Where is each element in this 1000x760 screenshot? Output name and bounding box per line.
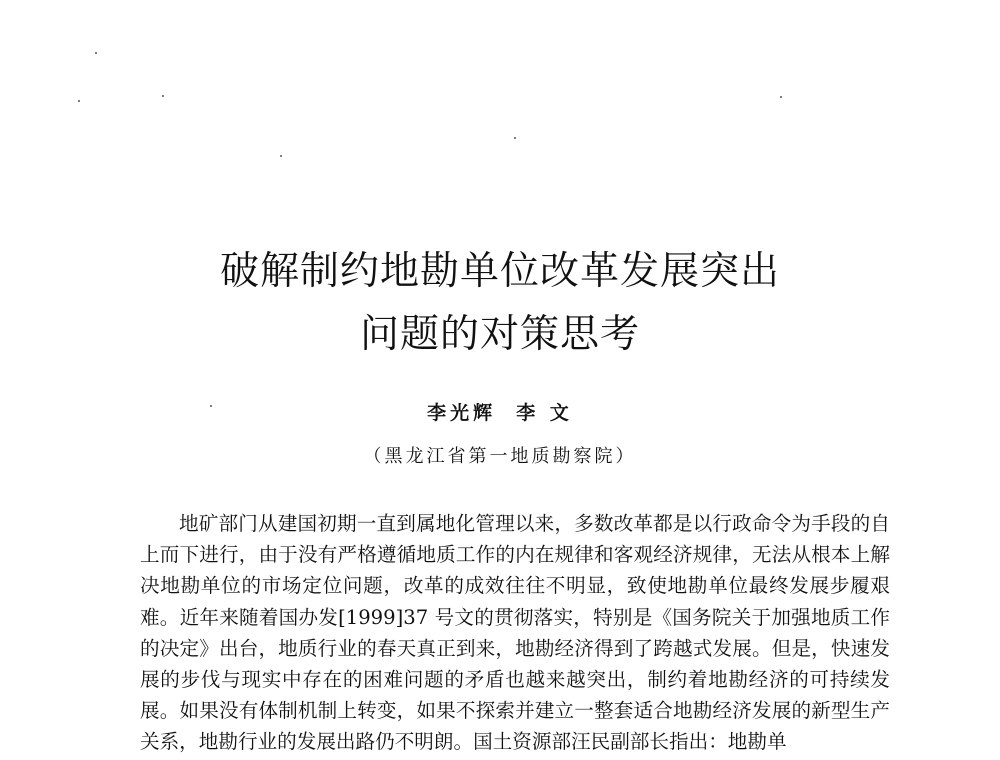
scan-speck xyxy=(78,100,80,102)
scan-speck xyxy=(280,155,282,157)
article-title-line-1: 破解制约地勘单位改革发展突出 xyxy=(219,249,780,294)
body-paragraph: 地矿部门从建国初期一直到属地化管理以来，多数改革都是以行政命令为手段的自上而下进行，由于没有严格遵循地质工作的内在规律和客观经济规律，无法从根本上解决地勘单位的市场定位问题，改革的成效往往不明显，致使地勘单位最终发展步履艰难。近年来随着国办发[1999]37 号文的贯彻落实，特别是《国务院关于加强地质工作的决定》出台，地质行业的春天真正到来，地勘经济得到了跨越式发展。但是，快速发展的步伐与现实中存在的困难问题的矛盾也越来越突出，制约着地勘经济的可持续发展。如果没有体制机制上转变，如果不探索并建立一整套适合地勘经济发展的新型生产关系，地勘行业的发展出路仍不明朗。国土资源部汪民副部长指出：地勘单 xyxy=(140,512,890,754)
author-line xyxy=(0,398,1000,425)
article-title-line-2: 问题的对策思考 xyxy=(359,312,640,357)
scan-speck xyxy=(514,137,516,139)
author-name: 李 文 xyxy=(516,402,573,424)
scan-speck xyxy=(162,95,164,97)
author-affiliation: （黑龙江省第一地质勘察院） xyxy=(363,446,637,467)
scan-speck xyxy=(780,96,782,98)
author-name: 李光辉 xyxy=(427,402,497,424)
scan-speck xyxy=(95,52,97,54)
